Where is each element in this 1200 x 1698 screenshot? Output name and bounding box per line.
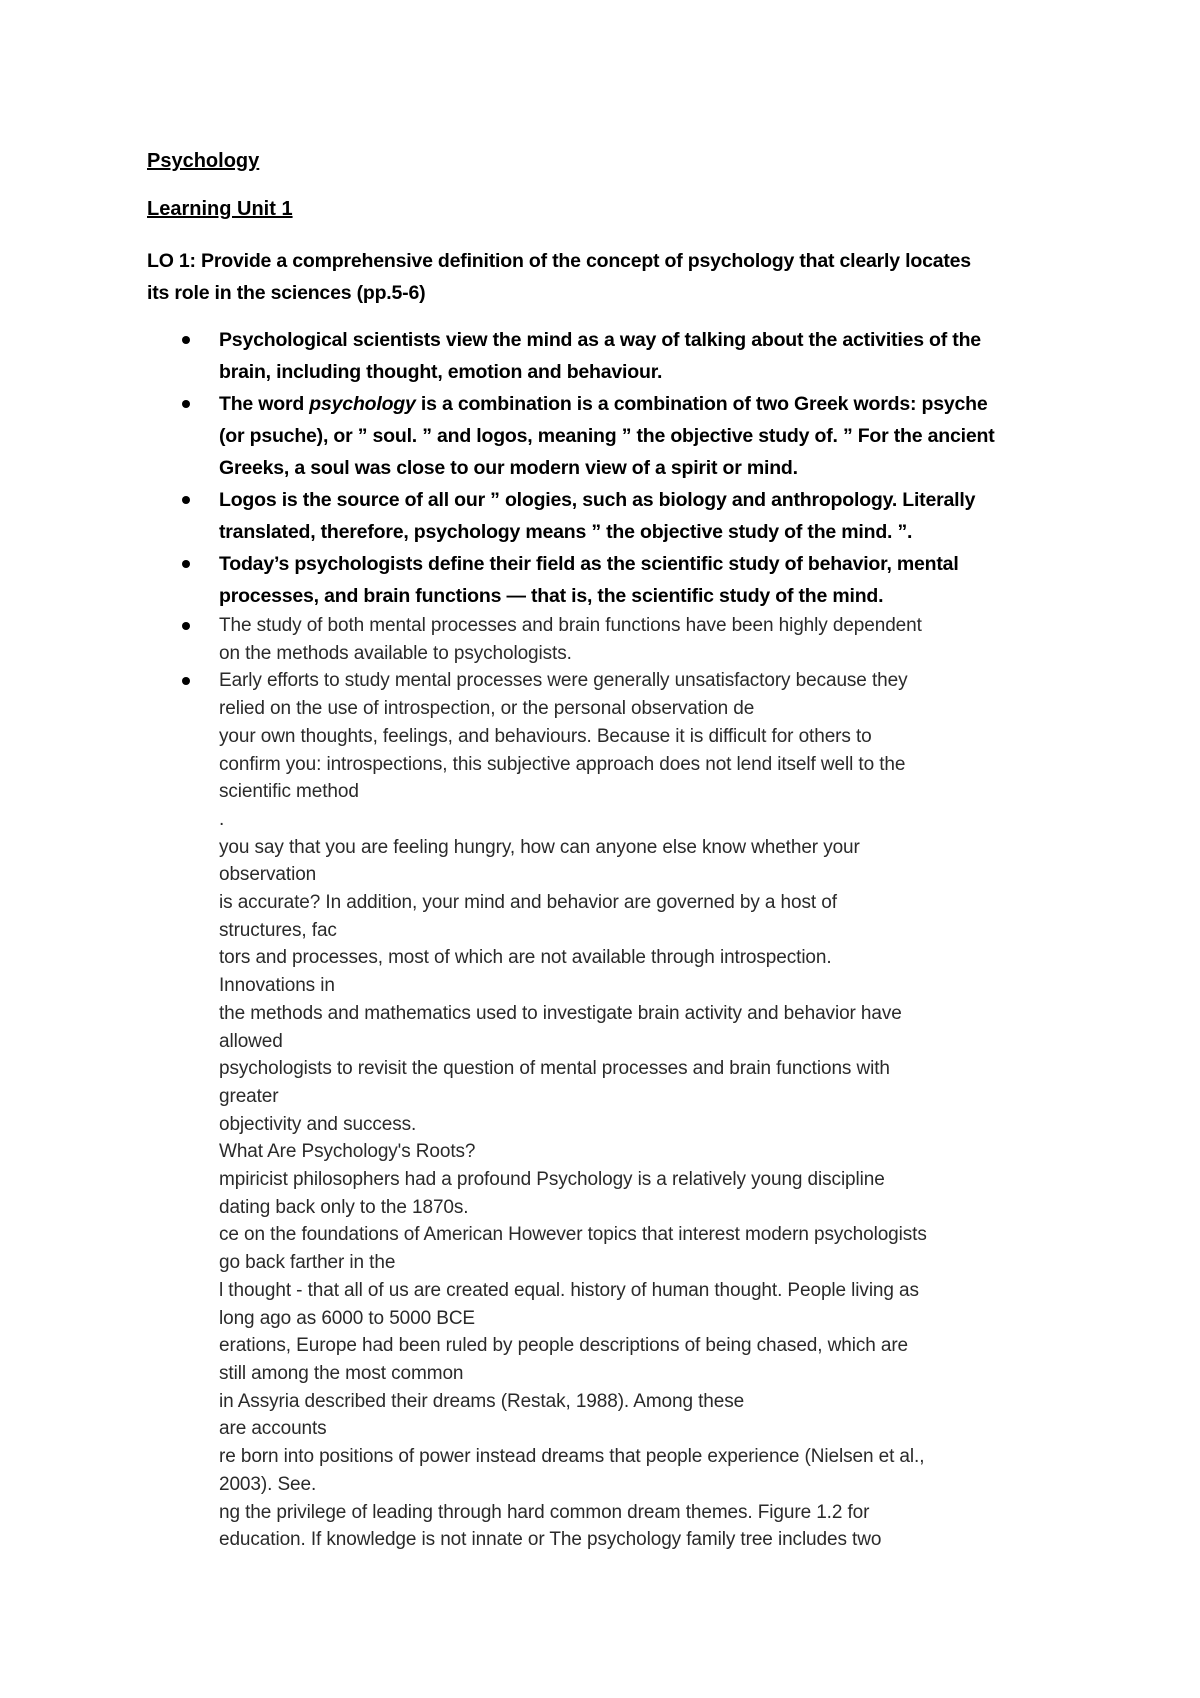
- list-item-line: are accounts: [219, 1418, 327, 1440]
- list-item: [147, 484, 1067, 548]
- list-item-line: still among the most common: [219, 1362, 464, 1384]
- objective-line: its role in the sciences (pp.5-6): [147, 282, 426, 304]
- list-item-line: dating back only to the 1870s.: [219, 1196, 469, 1218]
- text-run: is a combination is a combination of two Greek words: psyche: [415, 393, 988, 415]
- objective-line: LO 1: Provide a comprehensive definition of the concept of psychology that clearly locates: [147, 250, 971, 272]
- bullet-icon: [182, 336, 190, 344]
- list-item-line: Innovations in: [219, 975, 335, 997]
- list-item-line: in Assyria described their dreams (Restak, 1988). Among these: [219, 1390, 745, 1412]
- list-item-line: confirm you: introspections, this subjective approach does not lend itself well to the: [219, 753, 906, 775]
- bullet-icon: [182, 622, 190, 630]
- list-item-line: What Are Psychology's Roots?: [219, 1141, 476, 1163]
- document-title: Psychology: [147, 150, 260, 172]
- list-item-line: The study of both mental processes and brain functions have been highly dependent: [219, 615, 922, 636]
- list-item-line: Today’s psychologists define their field as the scientific study of behavior, mental: [219, 553, 959, 575]
- list-item: [147, 548, 1067, 612]
- list-item-line: mpiricist philosophers had a profound Psychology is a relatively young discipline: [219, 1169, 885, 1191]
- list-item-line: is accurate? In addition, your mind and behavior are governed by a host of: [219, 892, 837, 914]
- list-item-line: 2003). See.: [219, 1473, 317, 1495]
- list-item-line: structures, fac: [219, 919, 337, 941]
- list-item-line: .: [219, 808, 225, 830]
- list-item-line: go back farther in the: [219, 1252, 396, 1274]
- list-item-line: greater: [219, 1085, 279, 1107]
- list-item-line: Psychological scientists view the mind as a way of talking about the activities of the: [219, 329, 981, 351]
- text-run: The word: [219, 393, 310, 415]
- italic-term: psychology: [309, 393, 416, 415]
- list-item-line: translated, therefore, psychology means ” the objective study of the mind. ”.: [219, 521, 913, 543]
- list-item-line: l thought - that all of us are created equal. history of human thought. People living as: [219, 1279, 919, 1301]
- list-item-line: education. If knowledge is not innate or The psychology family tree includes two: [219, 1529, 882, 1551]
- list-item-line: brain, including thought, emotion and behaviour.: [219, 361, 663, 383]
- list-item-line: scientific method: [219, 781, 359, 803]
- list-item-line: Logos is the source of all our ” ologies, such as biology and anthropology. Literally: [219, 489, 976, 511]
- list-item: [147, 667, 1067, 1554]
- list-item-line: long ago as 6000 to 5000 BCE: [219, 1307, 476, 1329]
- list-item-line: [219, 388, 1067, 420]
- list-item-line: Greeks, a soul was close to our modern view of a spirit or mind.: [219, 457, 798, 479]
- bullet-icon: [182, 496, 190, 504]
- list-item-line: Early efforts to study mental processes were generally unsatisfactory because they: [219, 670, 908, 692]
- list-item-line: observation: [219, 864, 317, 886]
- list-item-line: you say that you are feeling hungry, how can anyone else know whether your: [219, 836, 860, 858]
- bullet-list: [147, 324, 1067, 1554]
- bullet-icon: [182, 400, 190, 408]
- list-item-line: tors and processes, most of which are not available through introspection.: [219, 947, 832, 969]
- list-item-line: psychologists to revisit the question of mental processes and brain functions with: [219, 1058, 890, 1080]
- bullet-icon: [182, 560, 190, 568]
- list-item-line: ng the privilege of leading through hard common dream themes. Figure 1.2 for: [219, 1501, 870, 1523]
- list-item-line: the methods and mathematics used to investigate brain activity and behavior have: [219, 1002, 902, 1024]
- learning-objective: [147, 245, 1067, 309]
- list-item-line: on the methods available to psychologists.: [219, 642, 572, 664]
- list-item-line: ce on the foundations of American However topics that interest modern psychologists: [219, 1224, 927, 1246]
- list-item-line: objectivity and success.: [219, 1113, 417, 1135]
- list-item-line: processes, and brain functions — that is, the scientific study of the mind.: [219, 585, 884, 607]
- unit-heading: Learning Unit 1: [147, 198, 293, 220]
- list-item: [147, 388, 1067, 484]
- list-item-line: re born into positions of power instead dreams that people experience (Nielsen et al.,: [219, 1446, 925, 1468]
- list-item-line: erations, Europe had been ruled by people descriptions of being chased, which are: [219, 1335, 909, 1357]
- list-item-line: (or psuche), or ” soul. ” and logos, meaning ” the objective study of. ” For the ancient: [219, 425, 995, 447]
- list-item: [147, 612, 1067, 667]
- list-item-line: allowed: [219, 1030, 283, 1052]
- bullet-icon: [182, 677, 190, 685]
- list-item: [147, 324, 1067, 388]
- list-item-line: your own thoughts, feelings, and behaviours. Because it is difficult for others to: [219, 725, 872, 747]
- list-item-line: relied on the use of introspection, or the personal observation de: [219, 698, 755, 720]
